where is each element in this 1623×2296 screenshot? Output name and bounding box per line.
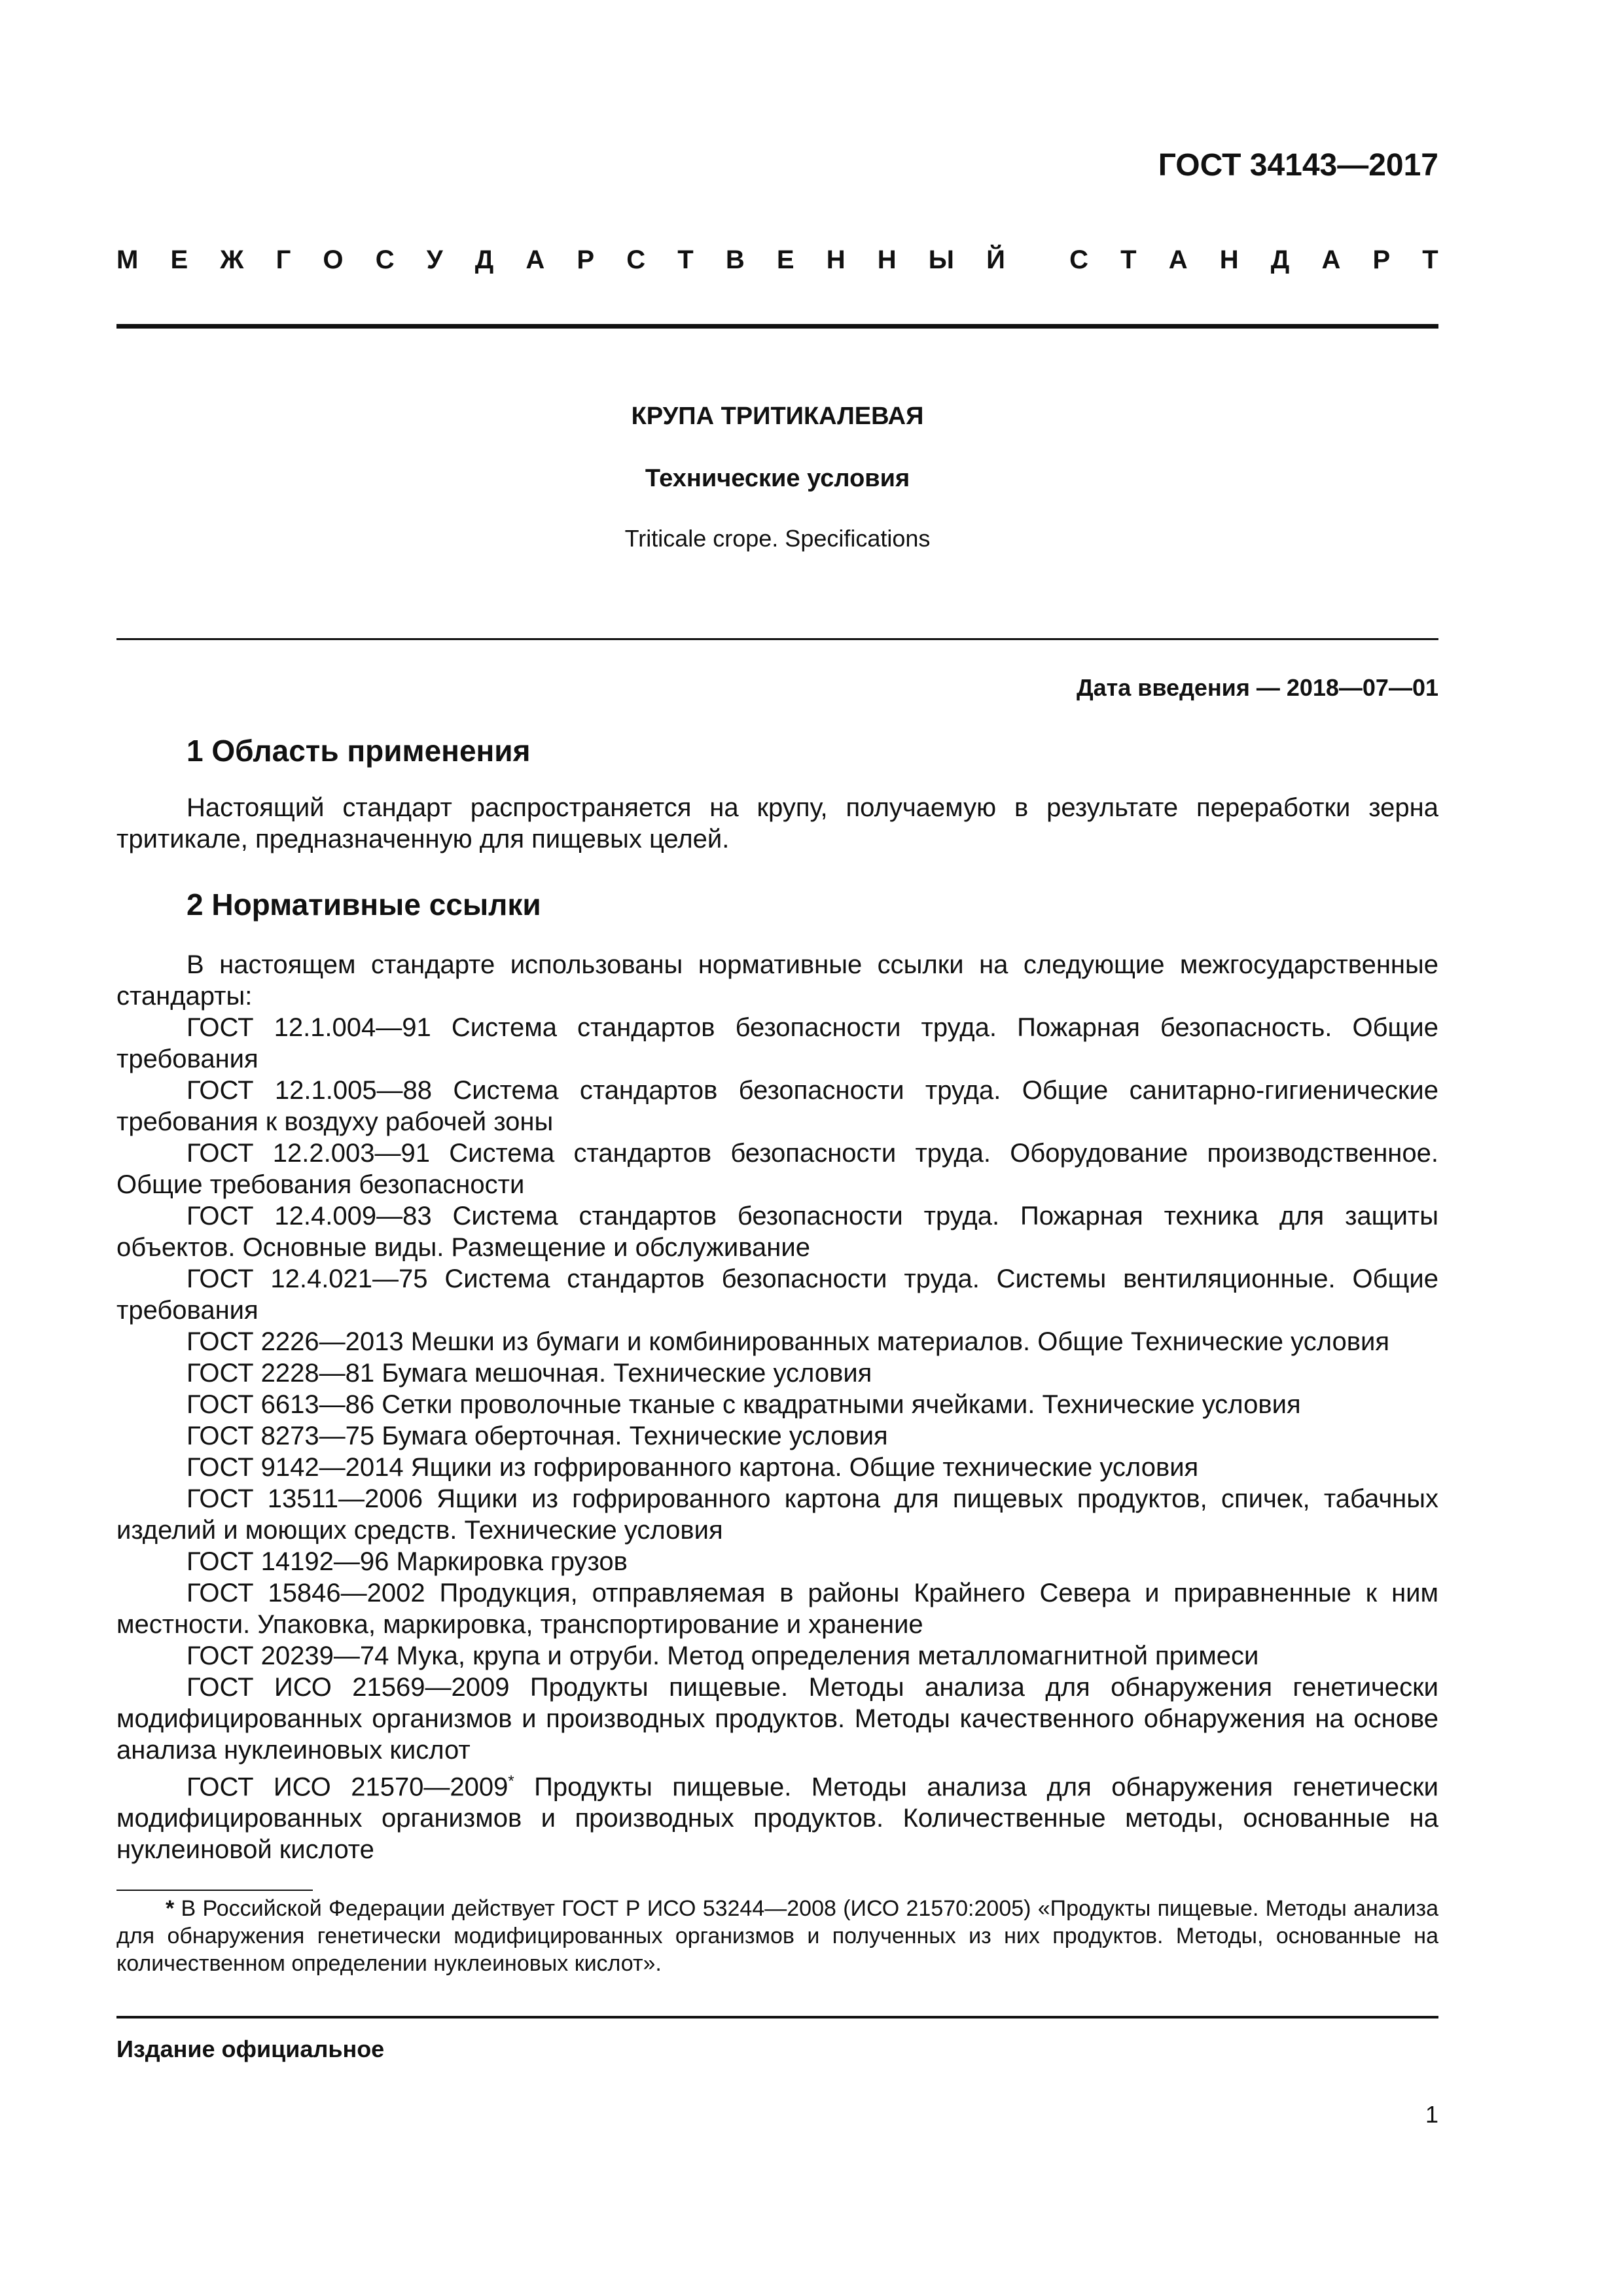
series-letter: Г: [276, 245, 291, 274]
reference-item: ГОСТ 12.4.009—83 Система стандартов безопасности труда. Пожарная техника для защиты объектов. Основные виды. Размещение и обслуживание: [116, 1202, 1438, 1262]
series-letter: Ы: [928, 245, 954, 274]
section-2-intro: В настоящем стандарте использованы нормативные ссылки на следующие межгосударственные стандарты:: [116, 950, 1438, 1011]
series-letter: Р: [577, 245, 595, 274]
series-letter: Д: [474, 245, 494, 274]
footnote: [116, 1895, 1438, 1977]
series-letter: Т: [1120, 245, 1137, 274]
standard-series-heading: [116, 245, 1438, 275]
reference-text: Продукты пищевые. Методы анализа для обнаружения генетически модифицированных организмов и производных продуктов. Количественные методы, основанные на нуклеиновой кислоте: [116, 1772, 1438, 1865]
header-divider: [116, 324, 1438, 329]
section-2-heading: 2 Нормативные ссылки: [187, 888, 541, 922]
document-subtitle: Технические условия: [645, 465, 910, 492]
reference-item: ГОСТ ИСО 21569—2009 Продукты пищевые. Методы анализа для обнаружения генетически модифицированных организмов и производных продуктов. Методы качественного обнаружения на основе анализа нуклеиновых кислот: [116, 1673, 1438, 1765]
document-number: ГОСТ 34143—2017: [1158, 148, 1438, 183]
series-letter: М: [116, 245, 139, 274]
edition-label: Издание официальное: [116, 2036, 385, 2062]
series-letter: Е: [776, 245, 794, 274]
series-letter: С: [1069, 245, 1089, 274]
series-letter: С: [375, 245, 395, 274]
reference-item: ГОСТ 9142—2014 Ящики из гофрированного картона. Общие технические условия: [187, 1453, 1199, 1482]
footnote-marker: *: [166, 1896, 175, 1921]
reference-item-with-footnote: [116, 1766, 1438, 1865]
series-letter: А: [1168, 245, 1188, 274]
reference-item: ГОСТ 8273—75 Бумага оберточная. Технические условия: [187, 1422, 888, 1450]
document-title: КРУПА ТРИТИКАЛЕВАЯ: [631, 403, 924, 430]
reference-item: ГОСТ 13511—2006 Ящики из гофрированного картона для пищевых продуктов, спичек, табачных изделий и моющих средств. Технические условия: [116, 1484, 1438, 1545]
series-letter: Н: [877, 245, 897, 274]
reference-item: ГОСТ 12.4.021—75 Система стандартов безопасности труда. Системы вентиляционные. Общие требования: [116, 1265, 1438, 1325]
series-letter: Н: [1219, 245, 1239, 274]
title-divider: [116, 638, 1438, 640]
document-title-english: Triticale crope. Specifications: [624, 525, 931, 552]
reference-item: ГОСТ 6613—86 Сетки проволочные тканые с квадратными ячейками. Технические условия: [187, 1390, 1301, 1419]
footnote-divider: [116, 1890, 313, 1891]
series-letter: О: [323, 245, 344, 274]
section-1-paragraph: Настоящий стандарт распространяется на крупу, получаемую в результате переработки зерна тритикале, предназначенную для пищевых целей.: [116, 793, 1438, 853]
reference-item: ГОСТ 15846—2002 Продукция, отправляемая в районы Крайнего Севера и приравненные к ним местности. Упаковка, маркировка, транспортирование и хранение: [116, 1579, 1438, 1639]
reference-item: ГОСТ 2228—81 Бумага мешочная. Технические условия: [187, 1359, 872, 1388]
reference-item: ГОСТ 2226—2013 Мешки из бумаги и комбинированных материалов. Общие Технические условия: [187, 1327, 1390, 1356]
series-letter: А: [526, 245, 545, 274]
reference-code: ГОСТ ИСО 21570—2009: [187, 1772, 508, 1802]
section-2-body: [116, 949, 1438, 1865]
reference-item: ГОСТ 12.1.004—91 Система стандартов безопасности труда. Пожарная безопасность. Общие требования: [116, 1013, 1438, 1073]
footnote-paragraph: [116, 1895, 1438, 1977]
reference-item: ГОСТ 14192—96 Маркировка грузов: [187, 1547, 628, 1576]
footnote-marker: *: [508, 1772, 514, 1790]
series-letter: С: [626, 245, 646, 274]
series-letter: Н: [826, 245, 846, 274]
footer-divider: [116, 2016, 1438, 2018]
page-number: 1: [1425, 2101, 1438, 2128]
series-letter: В: [725, 245, 745, 274]
series-letter: А: [1321, 245, 1341, 274]
series-letter: Й: [986, 245, 1005, 274]
series-letter: У: [426, 245, 443, 274]
series-letter: Е: [170, 245, 188, 274]
reference-item: ГОСТ 20239—74 Мука, крупа и отруби. Метод определения металломагнитной примеси: [187, 1641, 1259, 1670]
introduction-date: Дата введения — 2018—07—01: [1076, 674, 1438, 701]
reference-item: ГОСТ 12.2.003—91 Система стандартов безопасности труда. Оборудование производственное. Общие требования безопасности: [116, 1139, 1438, 1199]
reference-item: ГОСТ 12.1.005—88 Система стандартов безопасности труда. Общие санитарно-гигиенические требования к воздуху рабочей зоны: [116, 1076, 1438, 1136]
series-letter: Т: [677, 245, 694, 274]
series-letter: Ж: [220, 245, 244, 274]
series-letter: Т: [1422, 245, 1438, 274]
section-1-heading: 1 Область применения: [187, 734, 531, 768]
series-letter: Д: [1270, 245, 1290, 274]
section-1-body: [116, 792, 1438, 855]
footnote-text: В Российской Федерации действует ГОСТ Р ИСО 53244—2008 (ИСО 21570:2005) «Продукты пищевые. Методы анализа для обнаружения генетически модифицированных организмов и полученных из них продуктов. Методы, основанные на количественном определении нуклеиновых кислот».: [116, 1896, 1438, 1976]
series-letter: Р: [1372, 245, 1391, 274]
